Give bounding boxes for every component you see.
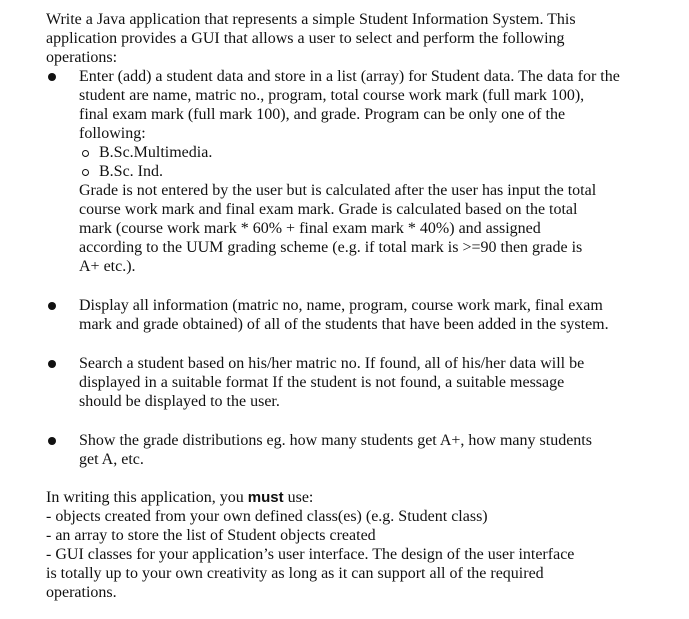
bullet-text: Show the grade distributions eg. how many students get A+, how many students xyxy=(79,432,592,449)
program-option-label: B.Sc. Ind. xyxy=(99,163,163,180)
grade-line: according to the UUM grading scheme (e.g. if total mark is >=90 then grade is xyxy=(79,239,583,256)
bullet-text: Enter (add) a student data and store in a list (array) for Student data. The data for the xyxy=(79,68,620,85)
bullet-line: final exam mark (full mark 100), and grade. Program can be only one of the xyxy=(79,106,566,123)
bullet-dot-icon xyxy=(48,360,56,368)
bullet-line: following: xyxy=(79,125,146,142)
bullet-dot-icon xyxy=(48,302,56,310)
must-emphasis: must xyxy=(247,489,284,506)
program-option-label: B.Sc.Multimedia. xyxy=(99,144,213,161)
requirement-line: - GUI classes for your application’s user interface. The design of the user interface xyxy=(46,546,575,563)
grade-line: course work mark and final exam mark. Grade is calculated based on the total xyxy=(79,201,578,218)
bullet-dot-icon xyxy=(48,73,56,81)
bullet-dot-icon xyxy=(48,437,56,445)
intro-paragraph xyxy=(46,10,656,67)
requirements-lead-text: In writing this application, you xyxy=(46,489,248,506)
hollow-circle-bullet-icon xyxy=(82,169,89,176)
grade-line: mark (course work mark * 60% + final exam mark * 40%) and assigned xyxy=(79,220,541,237)
grade-line: Grade is not entered by the user but is calculated after the user has input the total xyxy=(79,182,597,199)
bullet-grade-distribution xyxy=(46,431,656,469)
bullet-add-student xyxy=(46,67,656,276)
program-option xyxy=(46,162,656,181)
intro-line: application provides a GUI that allows a user to select and perform the following xyxy=(46,30,565,47)
bullet-display-all xyxy=(46,296,656,334)
bullet-text: Display all information (matric no, name, program, course work mark, final exam xyxy=(79,297,603,314)
assignment-document xyxy=(46,10,656,602)
bullet-line: student are name, matric no., program, total course work mark (full mark 100), xyxy=(79,87,585,104)
bullet-line xyxy=(46,67,656,86)
requirement-line: is totally up to your own creativity as long as it can support all of the required xyxy=(46,565,544,582)
bullet-text: Search a student based on his/her matric no. If found, all of his/her data will be xyxy=(79,355,585,372)
hollow-circle-bullet-icon xyxy=(82,150,89,157)
bullet-line: should be displayed to the user. xyxy=(79,393,280,410)
bullet-line xyxy=(46,296,656,315)
grade-line: A+ etc.). xyxy=(79,258,136,275)
bullet-line: displayed in a suitable format If the student is not found, a suitable message xyxy=(79,374,565,391)
requirement-line: - objects created from your own defined class(es) (e.g. Student class) xyxy=(46,508,488,525)
bullet-line xyxy=(46,431,656,450)
intro-line: operations: xyxy=(46,49,118,66)
bullet-line xyxy=(46,354,656,373)
requirements-paragraph xyxy=(46,488,656,602)
bullet-search xyxy=(46,354,656,411)
requirements-lead-text: use: xyxy=(283,489,314,506)
intro-line: Write a Java application that represents a simple Student Information System. This xyxy=(46,11,576,28)
bullet-line: get A, etc. xyxy=(79,451,144,468)
requirement-line: operations. xyxy=(46,584,117,601)
program-option xyxy=(46,143,656,162)
requirements-lead xyxy=(46,488,656,507)
requirement-line: - an array to store the list of Student objects created xyxy=(46,527,376,544)
bullet-line: mark and grade obtained) of all of the students that have been added in the system. xyxy=(79,316,609,333)
